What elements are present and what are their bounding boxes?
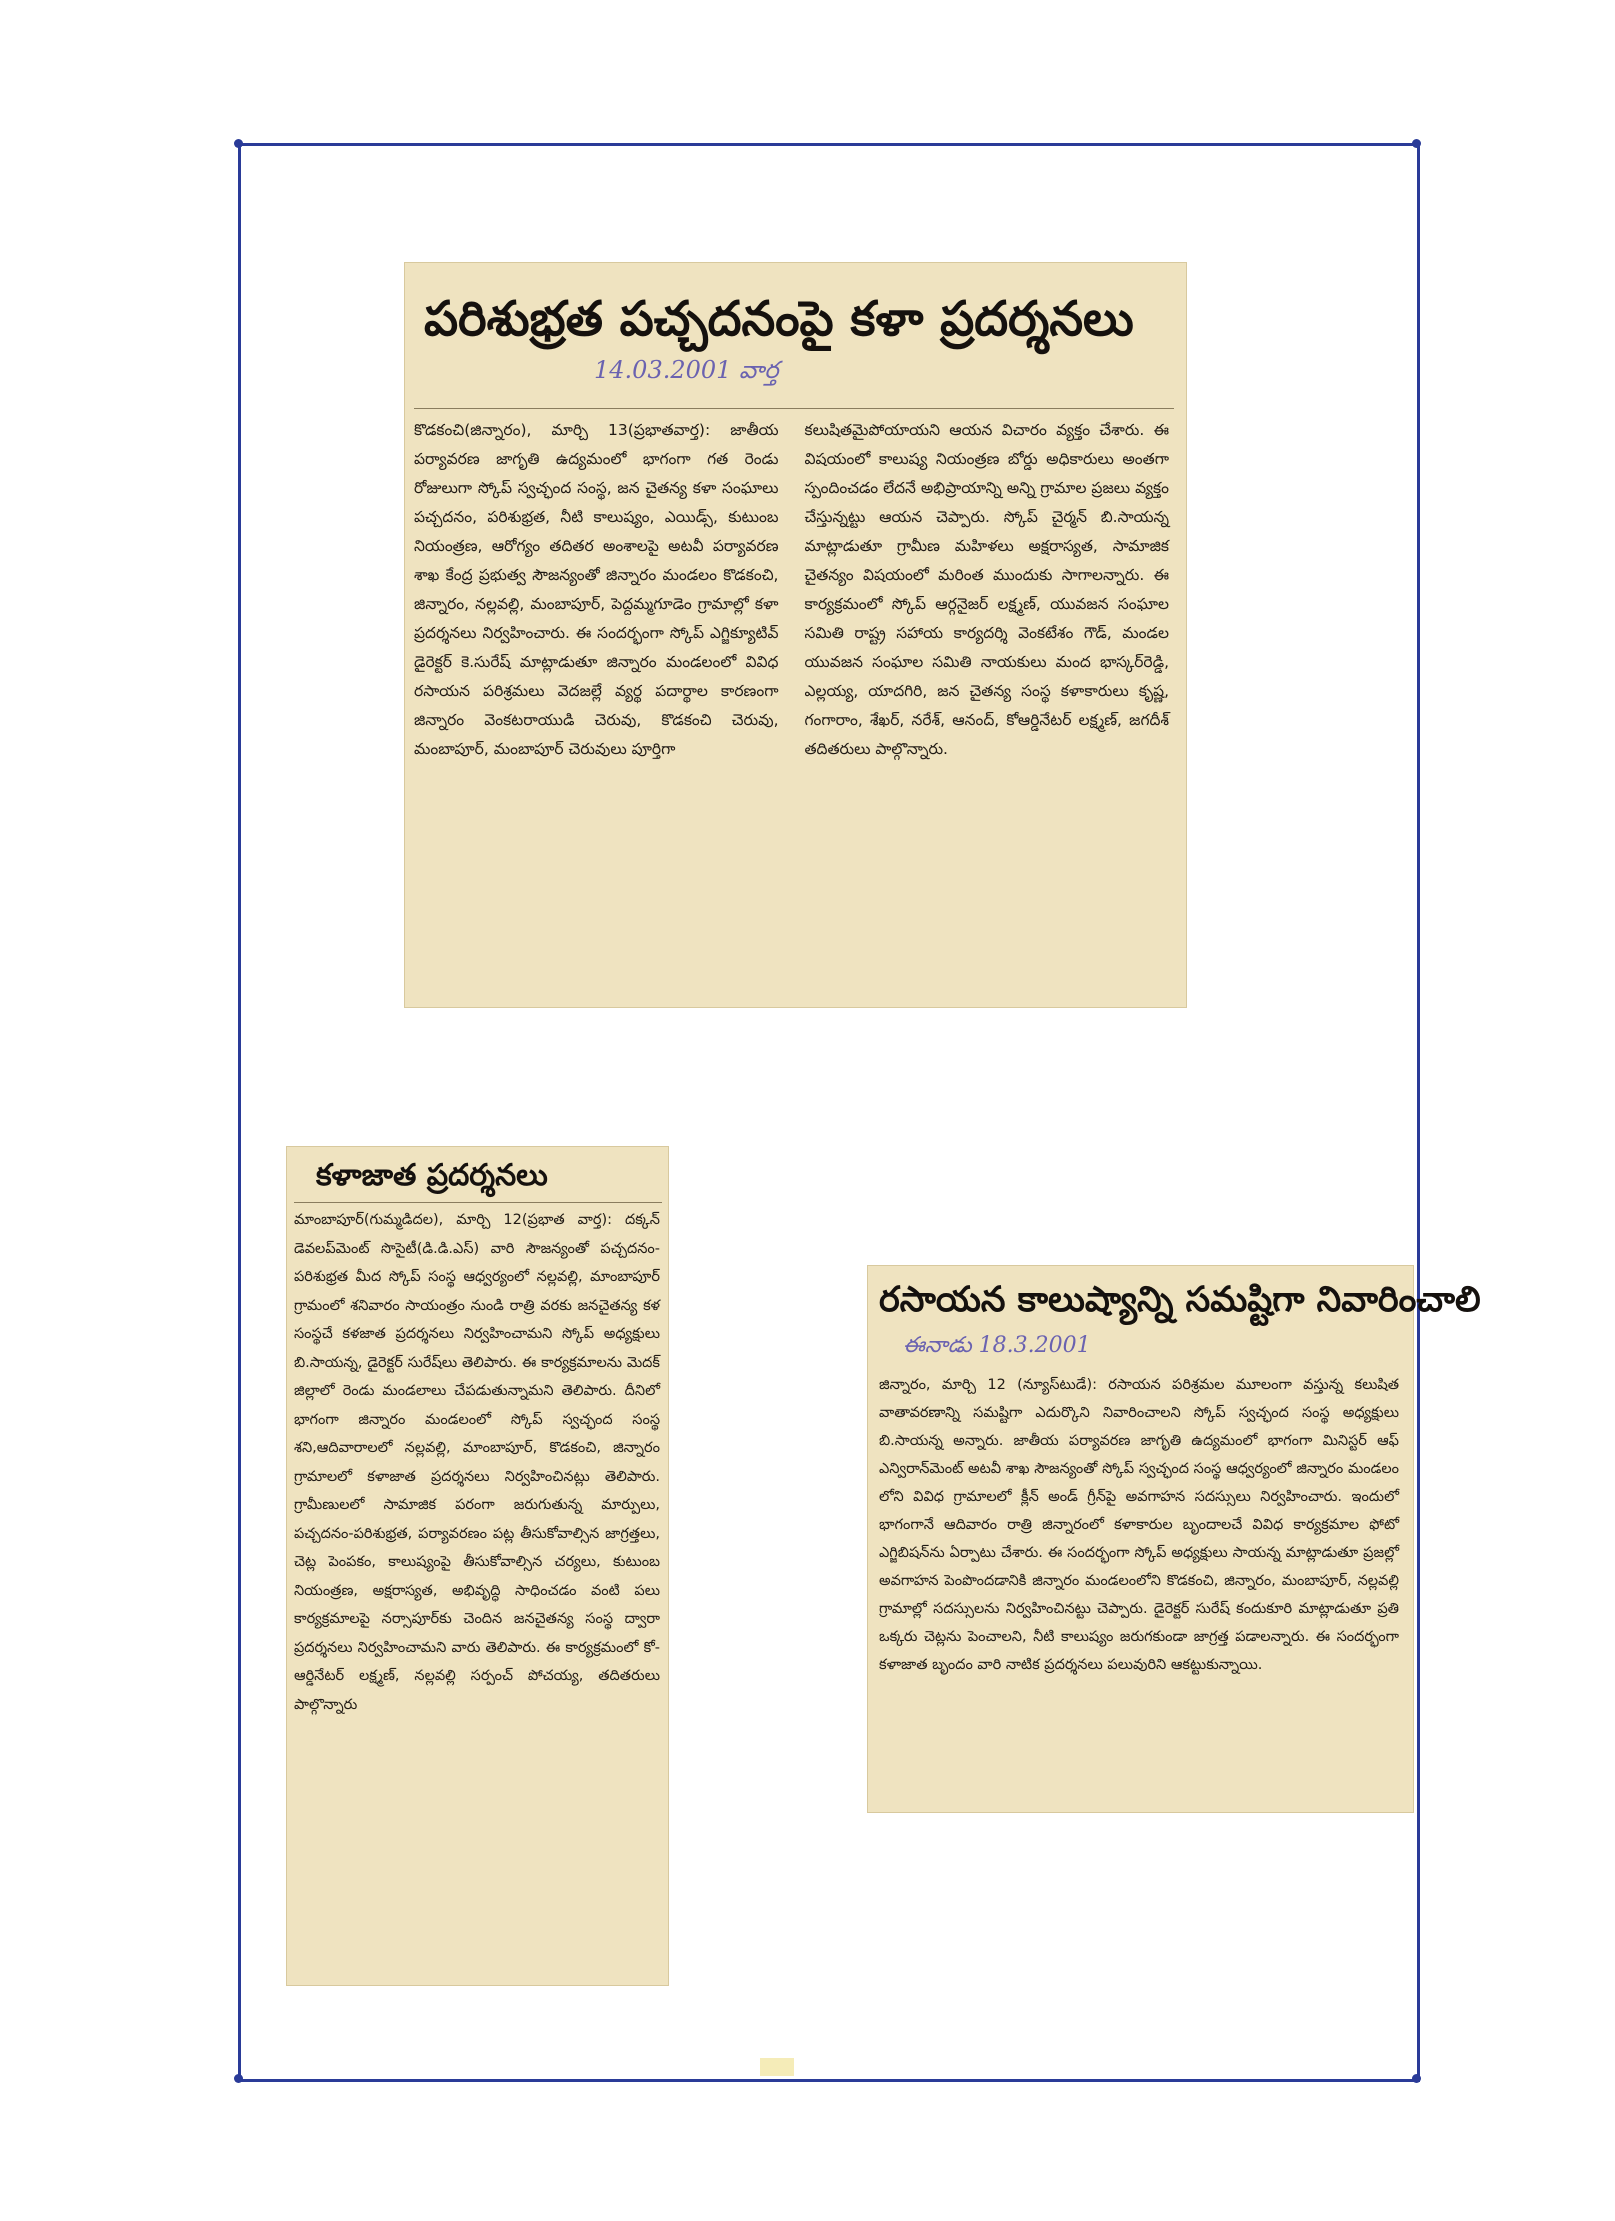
article-body: మాంబాపూర్(గుమ్మడిదల), మార్చి 12(ప్రభాత వార్త): దక్కన్ డెవలప్‌మెంట్ సొసైటీ(డి.డి.ఎస్) వారి సౌజన్యంతో పచ్చదనం-పరిశుభ్రత మీద స్కోప్ సంస్థ ఆధ్వర్యంలో నల్లవల్లి, మాంబాపూర్ గ్రామంలో శనివారం సాయంత్రం నుండి రాత్రి వరకు జనచైతన్య కళ సంస్థచే కళజాత ప్రదర్శనలు నిర్వహించామని స్కోప్ అధ్యక్షులు బి.సాయన్న, డైరెక్టర్ సురేష్‌లు తెలిపారు. ఈ కార్యక్రమాలను మెదక్ జిల్లాలో రెండు మండలాలు చేపడుతున్నామని తెలిపారు. దీనిలో భాగంగా జిన్నారం మండలంలో స్కోప్ స్వచ్ఛంద సంస్థ శని,ఆదివారాలలో నల్లవల్లి, మాంబాపూర్, కొడకంచి, జిన్నారం గ్రామాలలో కళాజాత ప్రదర్శనలు నిర్వహించినట్లు తెలిపారు. గ్రామీణులలో సామాజిక పరంగా జరుగుతున్న మార్పులు, పచ్చదనం-పరిశుభ్రత, పర్యావరణం పట్ల తీసుకోవాల్సిన జాగ్రత్తలు, చెట్ల పెంపకం, కాలుష్యంపై తీసుకోవాల్సిన చర్యలు, కుటుంబ నియంత్రణ, అక్షరాస్యత, అభివృద్ధి సాధించడం వంటి పలు కార్యక్రమాలపై నర్సాపూర్‌కు చెందిన జనచైతన్య సంస్థ ద్వారా ప్రదర్శనలు నిర్వహించామని వారు తెలిపారు. ఈ కార్యక్రమంలో కో-ఆర్డినేటర్ లక్ష్మణ్, నల్లవల్లి సర్పంచ్ పోచయ్య, తదితరులు పాల్గొన్నారు [294,1212,660,1713]
border-corner [234,2074,243,2083]
clipping-headline: పరిశుభ్రత పచ్చదనంపై కళా ప్రదర్శనలు [424,291,1134,347]
handwritten-date: 14.03.2001 వార్త [594,356,779,384]
border-corner [1412,2074,1421,2083]
article-column-2: కలుషితమైపోయాయని ఆయన విచారం వ్యక్తం చేశారు. ఈ విషయంలో కాలుష్య నియంత్రణ బోర్డు అధికారులు అంతగా స్పందించడం లేదనే అభిప్రాయాన్ని అన్ని గ్రామాల ప్రజలు వ్యక్తం చేస్తున్నట్టు ఆయన చెప్పారు. స్కోప్ చైర్మన్ బి.సాయన్న మాట్లాడుతూ గ్రామీణ మహిళలు అక్షరాస్యత, సామాజిక చైతన్యం విషయంలో మరింత ముందుకు సాగాలన్నారు. ఈ కార్యక్రమంలో స్కోప్ ఆర్గనైజర్ లక్ష్మణ్, యువజన సంఘాల సమితి రాష్ట్ర సహాయ కార్యదర్శి వెంకటేశం గౌడ్, మండల యువజన సంఘాల సమితి నాయకులు మంద భాస్కర్‌రెడ్డి, ఎల్లయ్య, యాదగిరి, జన చైతన్య సంస్థ కళాకారులు కృష్ణ, గంగారాం, శేఖర్, నరేశ్, ఆనంద్, కోఆర్డినేటర్ లక్ష్మణ్, జగదీశ్ తదితరులు పాల్గొన్నారు. [804,421,1169,758]
news-clipping-pollution [867,1265,1481,1813]
news-clipping-cleanliness [404,262,1187,1008]
column-rule [414,408,1174,409]
column-rule [294,1202,662,1203]
article-column-1: కొడకంచి(జిన్నారం), మార్చి 13(ప్రభాతవార్త): జాతీయ పర్యావరణ జాగృతి ఉద్యమంలో భాగంగా గత రెండు రోజులుగా స్కోప్ స్వచ్ఛంద సంస్థ, జన చైతన్య కళా సంఘాలు పచ్చదనం, పరిశుభ్రత, నీటి కాలుష్యం, ఎయిడ్స్, కుటుంబ నియంత్రణ, ఆరోగ్యం తదితర అంశాలపై అటవీ పర్యావరణ శాఖ కేంద్ర ప్రభుత్వ సౌజన్యంతో జిన్నారం మండలం కొడకంచి, జిన్నారం, నల్లవల్లి, మంబాపూర్, పెద్దమ్మగూడెం గ్రామాల్లో కళా ప్రదర్శనలు నిర్వహించారు. ఈ సందర్భంగా స్కోప్ ఎగ్జిక్యూటివ్ డైరెక్టర్ కె.సురేష్ మాట్లాడుతూ జిన్నారం మండలంలో వివిధ రసాయన పరిశ్రమలు వెదజల్లే వ్యర్థ పదార్థాల కారణంగా జిన్నారం వెంకటరాయుడి చెరువు, కొడకంచి చెరువు, మంబాపూర్, మంబాపూర్ చెరువులు పూర్తిగా [414,421,779,758]
clipping-headline: కళాజాత ప్రదర్శనలు [316,1158,548,1193]
handwritten-date: ఈనాడు 18.3.2001 [903,1333,1091,1358]
tape-mark [760,2058,794,2076]
clipping-headline: రసాయన కాలుష్యాన్ని సమష్టిగా నివారించాలి [879,1280,1481,1320]
border-corner [1412,139,1421,148]
news-clipping-kalajatha [286,1146,669,1986]
border-corner [234,139,243,148]
article-body: జిన్నారం, మార్చి 12 (న్యూస్‌టుడే): రసాయన పరిశ్రమల మూలంగా వస్తున్న కలుషిత వాతావరణాన్ని సమష్టిగా ఎదుర్కొని నివారించాలని స్కోప్ స్వచ్ఛంద సంస్థ అధ్యక్షులు బి.సాయన్న అన్నారు. జాతీయ పర్యావరణ జాగృతి ఉద్యమంలో భాగంగా మినిస్టర్ ఆఫ్ ఎన్విరాన్‌మెంట్ అటవీ శాఖ సౌజన్యంతో స్కోప్ స్వచ్ఛంద సంస్థ ఆధ్వర్యంలో జిన్నారం మండలం లోని వివిధ గ్రామాలలో క్లీన్ అండ్ గ్రీన్‌పై అవగాహన సదస్సులు నిర్వహించారు. ఇందులో భాగంగానే ఆదివారం రాత్రి జిన్నారంలో కళాకారుల బృందాలచే వివిధ కార్యక్రమాల ఫోటో ఎగ్జిబిషన్‌ను ఏర్పాటు చేశారు. ఈ సందర్భంగా స్కోప్ అధ్యక్షులు సాయన్న మాట్లాడుతూ ప్రజల్లో అవగాహన పెంపొందడానికి జిన్నారం మండలంలోని కొడకంచి, జిన్నారం, మంబాపూర్, నల్లవల్లి గ్రామాల్లో సదస్సులను నిర్వహించినట్టు చెప్పారు. డైరెక్టర్ సురేష్ కందుకూరి మాట్లాడుతూ ప్రతి ఒక్కరు చెట్లను పెంచాలని, నీటి కాలుష్యం జరుగకుండా జాగ్రత్త పడాలన్నారు. ఈ సందర్భంగా కళాజాత బృందం వారి నాటిక ప్రదర్శనలు పలువురిని ఆకట్టుకున్నాయి. [879,1377,1399,1673]
